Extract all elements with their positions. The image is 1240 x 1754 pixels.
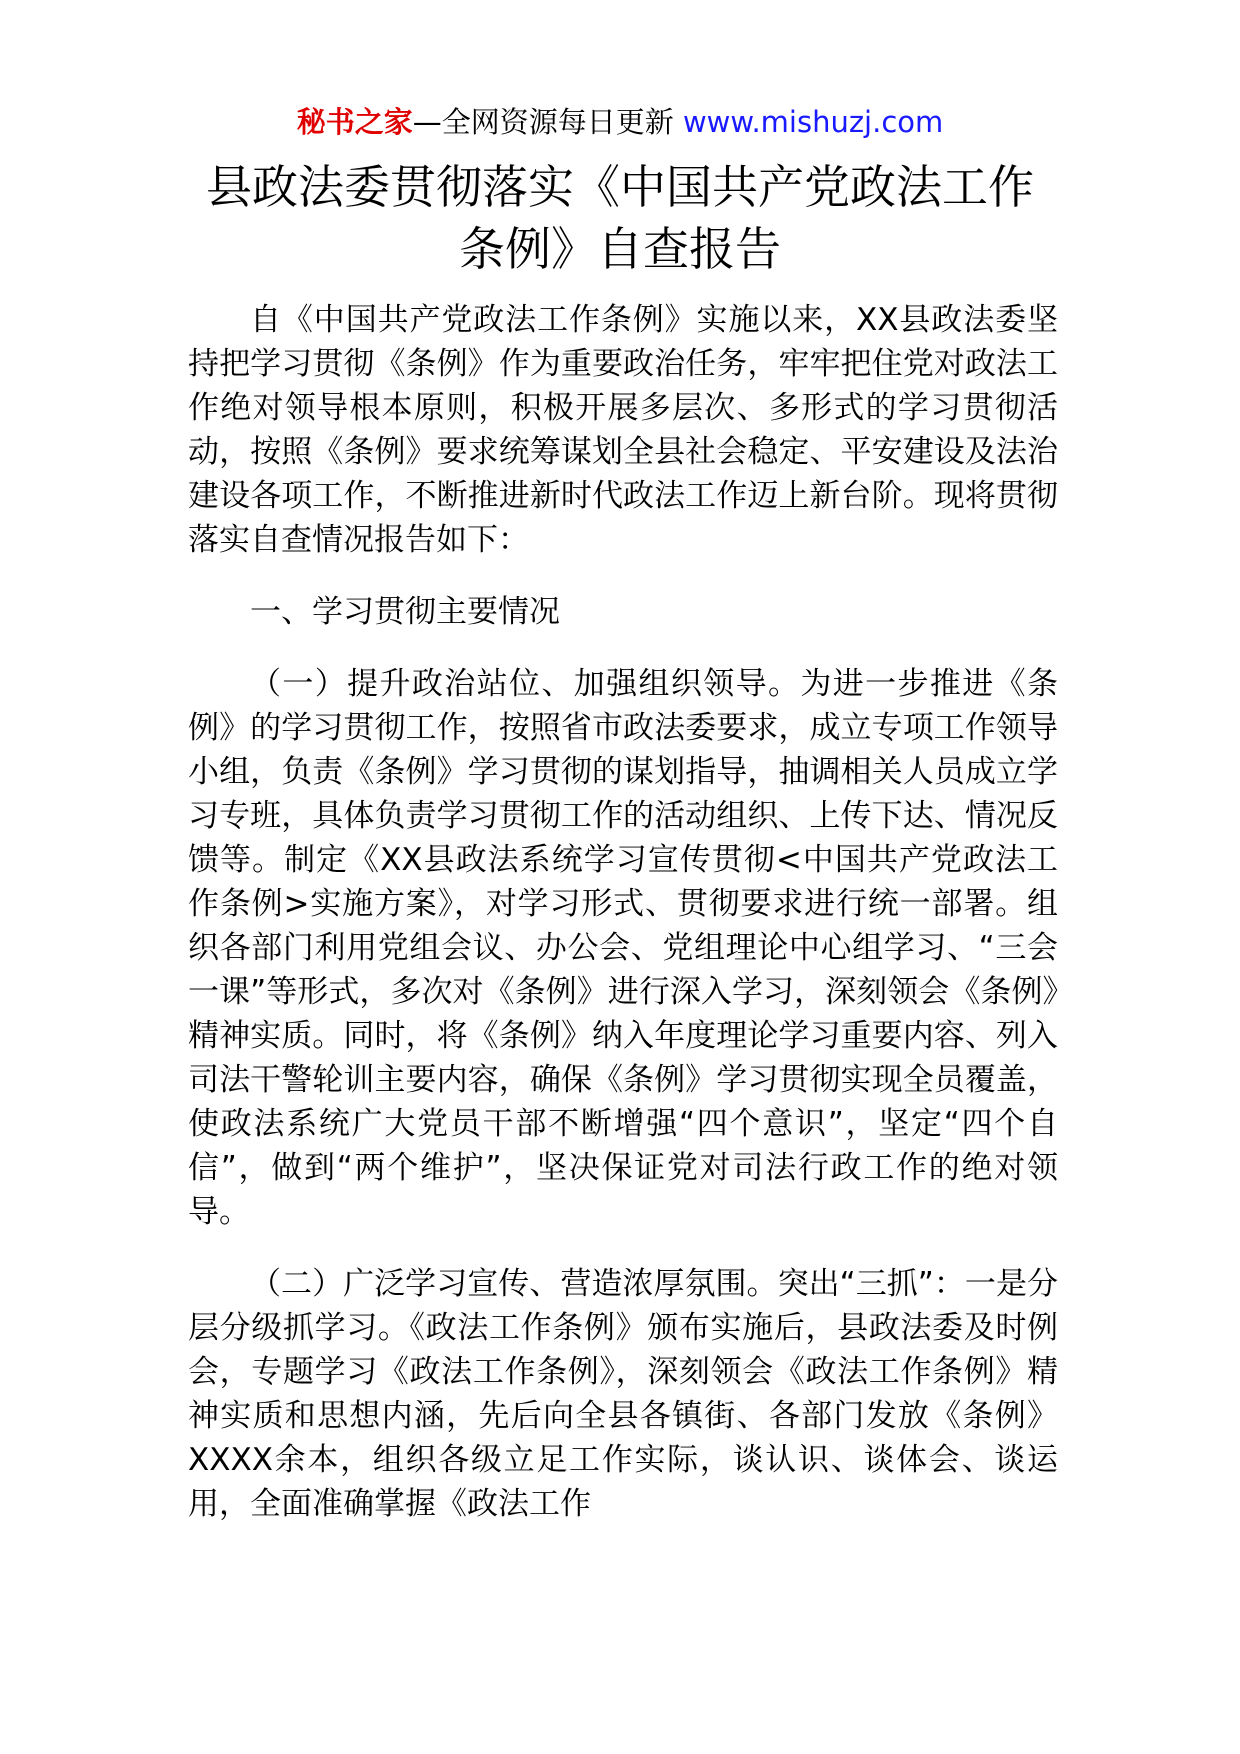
paragraph-publicity: （二）广泛学习宣传、营造浓厚氛围。突出“三抓”：一是分层分级抓学习。《政法工作条例》颁布实施后，县政法委及时例会，专题学习《政法工作条例》，深刻领会《政法工作条例》精神实质和思想内涵，先后向全县各镇街、各部门发放《条例》XXXX余本，组织各级立足工作实际，谈认识、谈体会、谈运用，全面准确掌握《政法工作 (188, 1266, 1058, 1522)
paragraph-political-position: （一）提升政治站位、加强组织领导。为进一步推进《条例》的学习贯彻工作，按照省市政法委要求，成立专项工作领导小组，负责《条例》学习贯彻的谋划指导，抽调相关人员成立学习专班，具体负责学习贯彻工作的活动组织、上传下达、情况反馈等。制定《XX县政法系统学习宣传贯彻<中国共产党政法工作条例>实施方案》，对学习形式、贯彻要求进行统一部署。组织各部门利用党组会议、办公会、党组理论中心组学习、“三会一课”等形式，多次对《条例》进行深入学习，深刻领会《条例》精神实质。同时，将《条例》纳入年度理论学习重要内容、列入司法干警轮训主要内容，确保《条例》学习贯彻实现全员覆盖，使政法系统广大党员干部不断增强“四个意识”，坚定“四个自信”，做到“两个维护”，坚决保证党对司法行政工作的绝对领导。 (188, 666, 1058, 1230)
section-heading: 一、学习贯彻主要情况 (250, 594, 560, 630)
site-header (0, 100, 1240, 144)
header-slogan: —全网资源每日更新 (412, 105, 674, 139)
title-line-1: 县政法委贯彻落实《中国共产党政法工作 (206, 160, 1034, 214)
title-line-2: 条例》自查报告 (459, 222, 781, 276)
site-url-link[interactable]: www.mishuzj.com (682, 105, 944, 139)
intro-paragraph: 自《中国共产党政法工作条例》实施以来，XX县政法委坚持把学习贯彻《条例》作为重要政治任务，牢牢把住党对政法工作绝对领导根本原则，积极开展多层次、多形式的学习贯彻活动，按照《条例》要求统筹谋划全县社会稳定、平安建设及法治建设各项工作，不断推进新时代政法工作迈上新台阶。现将贯彻落实自查情况报告如下： (188, 302, 1058, 558)
document-body (188, 298, 1058, 1554)
brand-name: 秘书之家 (296, 105, 413, 139)
document-title (150, 156, 1090, 280)
